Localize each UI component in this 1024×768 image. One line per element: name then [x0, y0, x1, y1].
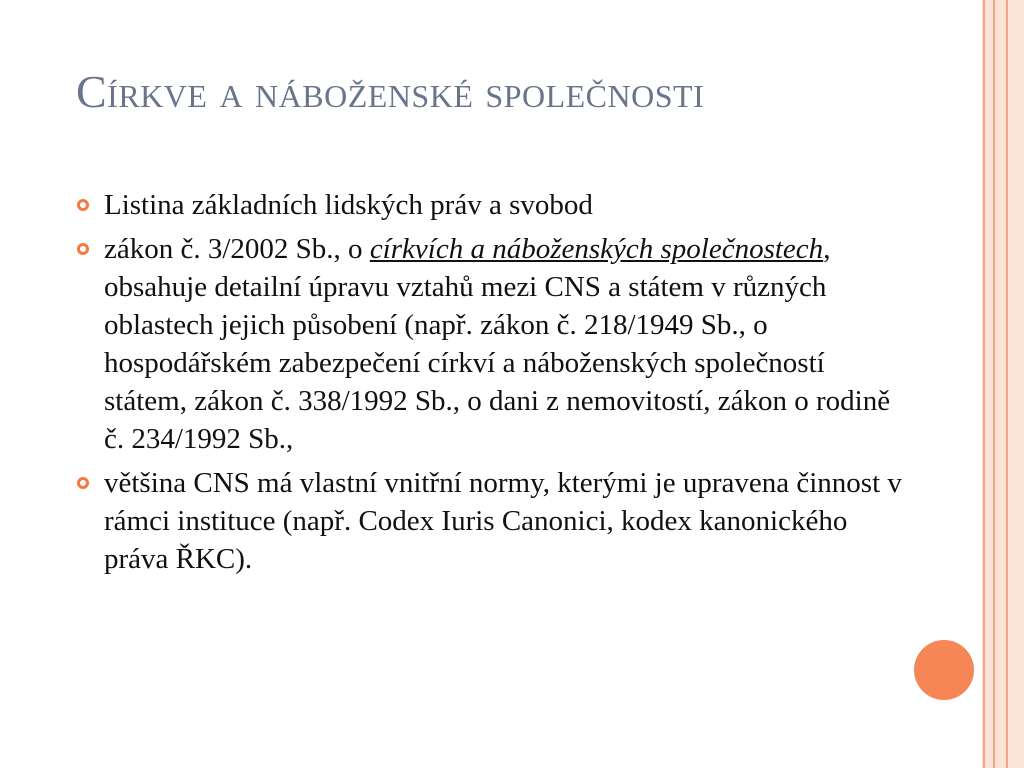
bullet-text-lead: zákon č. 3/2002 Sb., o: [104, 233, 370, 265]
bullet-text: většina CNS má vlastní vnitřní normy, kterými je upravena činnost v rámci instituce (např. Codex Iuris Canonici, kodex kanonického práva ŘKC).: [104, 467, 902, 575]
decorative-circle: [914, 640, 974, 700]
bullet-ring-icon: [77, 243, 89, 255]
bullet-text: Listina základních lidských práv a svobod: [104, 189, 593, 221]
bullet-item: [72, 464, 902, 578]
bullet-text-rest: , obsahuje detailní úpravu vztahů mezi CNS a státem v různých oblastech jejich působení (např. zákon č. 218/1949 Sb., o hospodářském zabezpečení církví a náboženských společností státem, zákon č. 338/1992 Sb., o dani z nemovitostí, zákon o rodině č. 234/1992 Sb.,: [104, 233, 891, 455]
decorative-stripe: [993, 0, 995, 768]
bullet-list: [72, 186, 902, 584]
decorative-stripe: [1006, 0, 1008, 768]
decorative-stripe: [983, 0, 985, 768]
law-title-emphasis: církvích a náboženských společnostech: [369, 233, 824, 265]
right-decorative-band: [982, 0, 1024, 768]
bullet-ring-icon: [77, 477, 89, 489]
bullet-item: [72, 186, 902, 224]
bullet-ring-icon: [77, 199, 89, 211]
bullet-item: [72, 230, 902, 458]
slide-title: Církve a náboženské společnosti: [76, 66, 705, 117]
